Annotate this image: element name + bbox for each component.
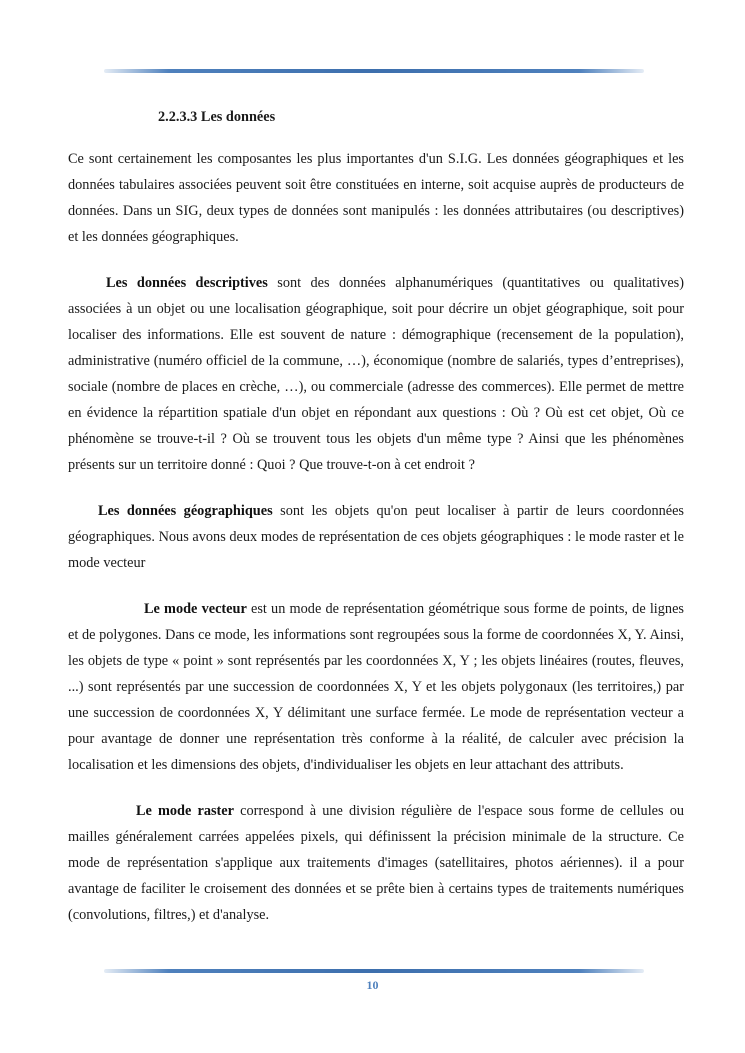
paragraph-lead: Les données géographiques (98, 503, 273, 519)
paragraph-intro (68, 146, 684, 250)
paragraph-raster (68, 798, 684, 928)
footer-rule (104, 969, 644, 973)
paragraph-lead: Le mode raster (136, 803, 234, 819)
paragraph-text: correspond à une division régulière de l'espace sous forme de cellules ou mailles généralement carrées appelées pixels, qui définissent la précision minimale de la structure. Ce mode de représentation s'applique aux traitements d'images (satellitaires, photos aériennes). il a pour avantage de faciliter le croisement des données et se prête bien à certains types de traitements numériques (convolutions, filtres,) et d'analyse. (68, 803, 684, 923)
paragraph-text: est un mode de représentation géométrique sous forme de points, de lignes et de polygones. Dans ce mode, les informations sont regroupées sous la forme de coordonnées X, Y. Ainsi, les objets de type « point » sont représentés par les coordonnées X, Y ; les objets linéaires (routes, fleuves, ...) sont représentés par une succession de coordonnées X, Y et les objets polygonaux (les territoires,) par une succession de coordonnées X, Y délimitant une surface fermée. Le mode de représentation vecteur a pour avantage de donner une représentation très conforme à la réalité, de calculer avec précision la localisation et les dimensions des objets, d'individualiser les objets en leur attachant des attributs. (68, 601, 684, 773)
paragraph-lead: Le mode vecteur (144, 601, 247, 617)
header-rule (104, 69, 644, 73)
page-number: 10 (366, 978, 379, 992)
paragraph-descriptive (68, 270, 684, 478)
section-heading (158, 104, 684, 130)
paragraph-text: sont les objets qu'on peut localiser à partir de leurs coordonnées géographiques. Nous avons deux modes de représentation de ces objets géographiques : le mode raster et le mode vecteur (68, 503, 684, 571)
page-body (68, 104, 684, 928)
section-number: 2.2.3.3 (158, 109, 198, 125)
paragraph-lead: Les données descriptives (106, 275, 268, 291)
paragraph-geographic (68, 498, 684, 576)
paragraph-text: Ce sont certainement les composantes les plus importantes d'un S.I.G. Les données géographiques et les données tabulaires associées peuvent soit être constituées en interne, soit acquise auprès de producteurs de données. Dans un SIG, deux types de données sont manipulés : les données attributaires (ou descriptives) et les données géographiques. (68, 151, 684, 245)
section-title: Les données (200, 109, 276, 125)
paragraph-vector (68, 596, 684, 778)
paragraph-text: sont des données alphanumériques (quantitatives ou qualitatives) associées à un objet ou une localisation géographique, soit pour décrire un objet géographique, soit pour localiser des informations. Elle est souvent de nature : démographique (recensement de la population), administrative (numéro officiel de la commune, …), économique (nombre de salariés, types d’entreprises), sociale (nombre de places en crèche, …), ou commerciale (adresse des commerces). Elle permet de mettre en évidence la répartition spatiale d'un objet en répondant aux questions : Où ? Où est cet objet, Où ce phénomène se trouve-t-il ? Où se trouvent tous les objets d'un même type ? Ainsi que les phénomènes présents sur un territoire donné : Quoi ? Que trouve-t-on à cet endroit ? (68, 275, 684, 473)
